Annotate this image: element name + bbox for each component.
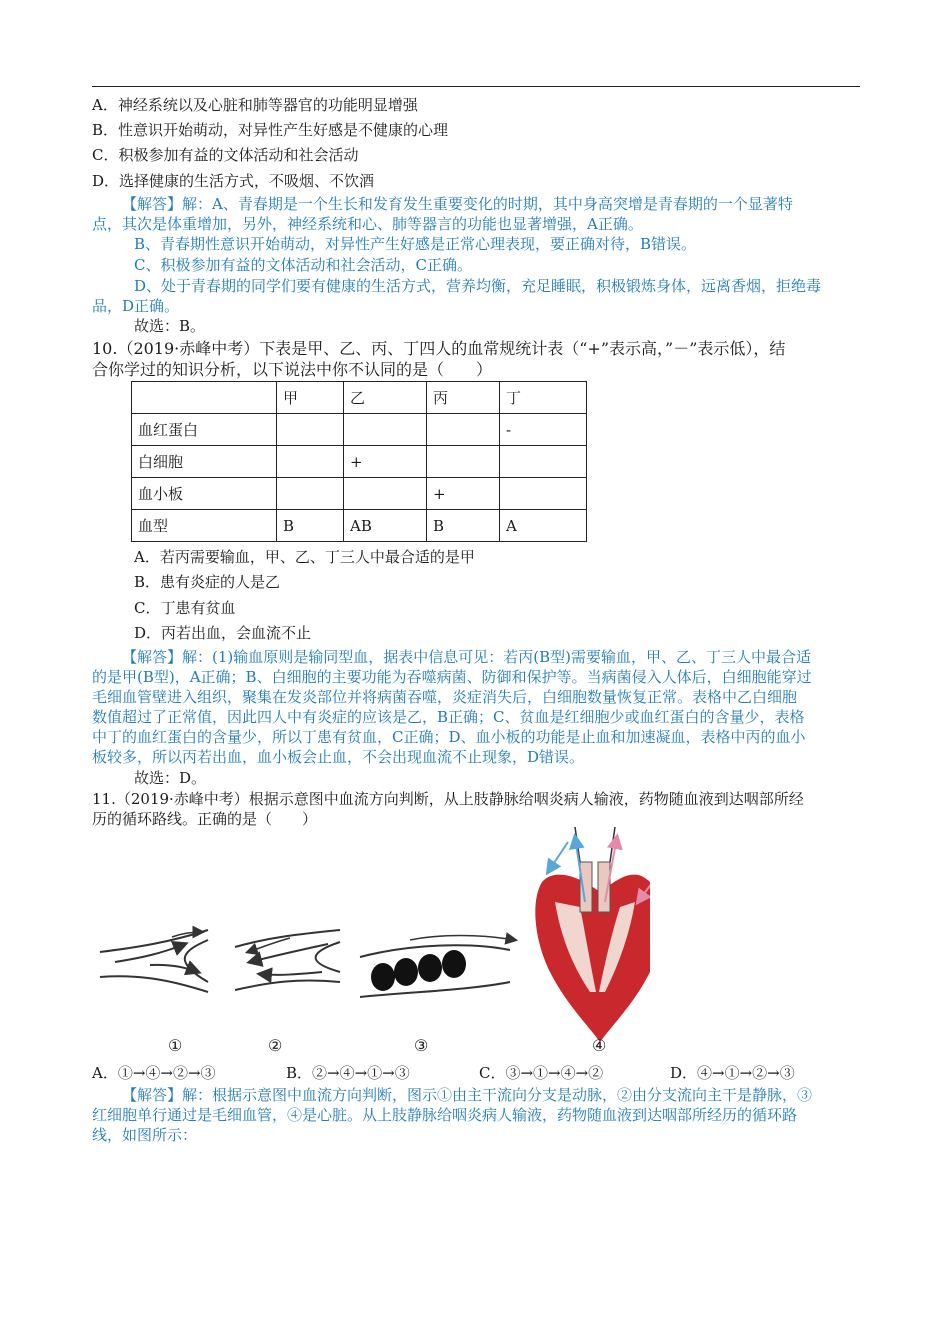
q9-answer-line: 品，D正确。 <box>92 297 180 315</box>
q10-option-b: B．患有炎症的人是乙 <box>134 573 281 591</box>
q10-option-c: C．丁患有贫血 <box>134 599 236 617</box>
table-cell: 血小板 <box>132 478 277 510</box>
q11-answer-line: 红细胞单行通过是毛细血管，④是心脏。从上肢静脉给咽炎病人输液，药物随血液到达咽部所经历的循环路 <box>92 1106 798 1124</box>
table-cell: AB <box>344 510 427 542</box>
table-row <box>132 478 587 510</box>
q9-answer-line: 点，其次是体重增加，另外，神经系统和心、肺等器言的功能也显著增强，A正确。 <box>92 215 643 233</box>
q9-option-d: D．选择健康的生活方式，不吸烟、不饮酒 <box>92 172 375 190</box>
q9-answer-line: D、处于青春期的同学们要有健康的生活方式，营养均衡，充足睡眠，积极锻炼身体，远离香烟，拒绝毒 <box>134 277 822 295</box>
table-cell <box>344 478 427 510</box>
heart-diagram <box>535 827 650 1042</box>
q11-stem-line: 历的循环路线。正确的是（ ） <box>92 810 318 828</box>
q11-stem-line: 11.（2019·赤峰中考）根据示意图中血流方向判断，从上肢静脉给咽炎病人输液，药物随血液到达咽部所经 <box>92 790 804 808</box>
table-cell: 甲 <box>277 382 344 414</box>
q10-option-d: D．丙若出血，会血流不止 <box>134 624 312 642</box>
q9-option-c: C．积极参加有益的文体活动和社会活动 <box>92 146 359 164</box>
q11-answer-line: 【解答】解：根据示意图中血流方向判断，图示①由主干流向分支是动脉，②由分支流向主干是静脉，③ <box>122 1086 813 1104</box>
q9-option-a: A．神经系统以及心脏和肺等器官的功能明显增强 <box>92 96 418 114</box>
table-header-row <box>132 382 587 414</box>
q10-answer-line: 的是甲(B型)，A正确；B、白细胞的主要功能为吞噬病菌、防御和保护等。当病菌侵入人体后，白细胞能穿过 <box>92 668 812 686</box>
figure-label: ② <box>268 1036 283 1055</box>
table-row <box>132 510 587 542</box>
table-row <box>132 446 587 478</box>
q10-answer-line: 数值超过了正常值，因此四人中有炎症的应该是乙，B正确；C、贫血是红细胞少或血红蛋白的含量少，表格 <box>92 708 805 726</box>
table-cell <box>427 446 500 478</box>
q10-answer-line: 中丁的血红蛋白的含量少，所以丁患有贫血，C正确；D、血小板的功能是止血和加速凝血，表格中丙的血小 <box>92 728 806 746</box>
table-row <box>132 414 587 446</box>
blood-test-table <box>131 381 587 542</box>
table-cell: 白细胞 <box>132 446 277 478</box>
table-cell: - <box>500 414 587 446</box>
table-cell <box>277 478 344 510</box>
header-rule <box>92 86 860 87</box>
table-cell: B <box>427 510 500 542</box>
blood-vessel-figure <box>90 822 650 1062</box>
table-cell: 乙 <box>344 382 427 414</box>
q11-answer-line: 线，如图所示： <box>92 1126 198 1144</box>
table-cell: + <box>427 478 500 510</box>
q10-stem-line: 10.（2019·赤峰中考）下表是甲、乙、丙、丁四人的血常规统计表（“+”表示高，”－”表示低），结 <box>92 339 786 358</box>
q11-option-b: B．②→④→①→③ <box>286 1064 410 1082</box>
figure-label: ① <box>168 1036 183 1055</box>
q10-choice: 故选：D。 <box>134 769 207 787</box>
q9-choice: 故选：B。 <box>134 317 206 335</box>
q9-answer-line: 【解答】解：A、青春期是一个生长和发育发生重要变化的时期，其中身高突增是青春期的一个显著特 <box>122 195 793 213</box>
q10-option-a: A．若丙需要输血，甲、乙、丁三人中最合适的是甲 <box>134 548 475 566</box>
q9-answer-line: B、青春期性意识开始萌动，对异性产生好感是正常心理表现，要正确对待，B错误。 <box>134 235 697 253</box>
q11-option-c: C．③→①→④→② <box>479 1064 604 1082</box>
table-cell <box>277 414 344 446</box>
q10-stem-line: 合你学过的知识分析，以下说法中你不认同的是（ ） <box>92 360 493 379</box>
vein-diagram <box>235 930 340 990</box>
artery-diagram <box>100 930 208 992</box>
figure-label: ③ <box>414 1036 429 1055</box>
q11-option-a: A．①→④→②→③ <box>92 1064 216 1082</box>
q10-answer-line: 【解答】解：(1)输血原则是输同型血，据表中信息可见：若丙(B型)需要输血，甲、乙、丁三人中最合适 <box>122 648 811 666</box>
capillary-diagram <box>360 936 515 998</box>
table-cell <box>500 478 587 510</box>
table-cell <box>132 382 277 414</box>
table-cell: A <box>500 510 587 542</box>
table-cell: 血红蛋白 <box>132 414 277 446</box>
q9-answer-line: C、积极参加有益的文体活动和社会活动，C正确。 <box>134 256 472 274</box>
table-cell: 丁 <box>500 382 587 414</box>
table-cell <box>427 414 500 446</box>
q10-answer-line: 毛细血管壁进入组织，聚集在发炎部位并将病菌吞噬，炎症消失后，白细胞数量恢复正常。表格中乙白细胞 <box>92 688 798 706</box>
table-cell: + <box>344 446 427 478</box>
table-cell <box>500 446 587 478</box>
q10-answer-line: 板较多，所以丙若出血，血小板会止血，不会出现血流不止现象，D错误。 <box>92 748 585 766</box>
table-cell: B <box>277 510 344 542</box>
table-cell: 血型 <box>132 510 277 542</box>
table-cell: 丙 <box>427 382 500 414</box>
q9-option-b: B．性意识开始萌动，对异性产生好感是不健康的心理 <box>92 121 449 139</box>
table-cell <box>277 446 344 478</box>
q11-option-d: D．④→①→②→③ <box>670 1064 795 1082</box>
figure-label: ④ <box>592 1036 607 1055</box>
table-cell <box>344 414 427 446</box>
